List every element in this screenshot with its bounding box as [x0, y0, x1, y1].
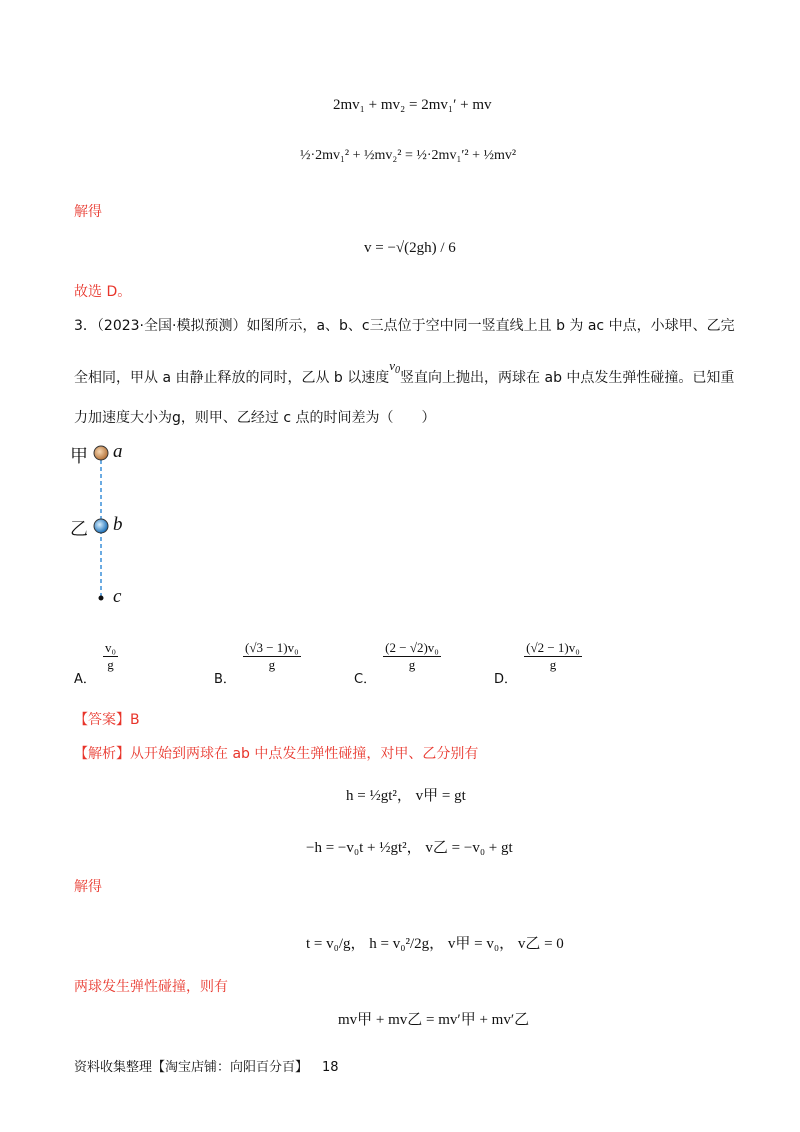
elastic-text: 两球发生弹性碰撞，则有: [74, 979, 228, 995]
option-c-fraction: $\frac{\text{(2 − √2)v₀}}{g}$: [385, 640, 439, 673]
v-result-equation: v = −√(2gh) / 6: [364, 240, 456, 256]
question-source: （2023·全国·模拟预测）: [96, 318, 247, 334]
equation-jia: h = ½gt²， v甲 = gt: [346, 788, 466, 804]
page-number: 18: [322, 1060, 339, 1075]
option-a[interactable]: [74, 640, 120, 688]
label-jia: 甲: [70, 446, 88, 467]
footer-text: 资料收集整理【淘宝店铺：向阳百分百】: [74, 1060, 309, 1075]
question-text-2b: 竖直向上抛出，两球在 ab 中点发生弹性碰撞。已知重: [400, 370, 735, 386]
option-c-label: C．: [354, 672, 377, 688]
analysis-tag: 【解析】: [74, 746, 130, 762]
question-text-1: 如图所示，a、b、c三点位于空中同一竖直线上且 b 为 ac 中点，小球甲、乙完: [246, 318, 735, 334]
option-b-fraction: $\frac{\text{(√3 − 1)v₀}}{g}$: [245, 640, 299, 673]
point-c: [99, 596, 104, 601]
question-line-3: 力加速度大小为g，则甲、乙经过 c 点的时间差为（ ）: [74, 410, 436, 426]
option-d-label: D．: [494, 672, 518, 688]
solve-label-1: 解得: [74, 204, 102, 220]
v0-symbol: $v_0$: [389, 358, 401, 376]
option-a-label: A．: [74, 672, 96, 688]
ball-yi: [94, 519, 108, 533]
footer: [74, 1058, 339, 1078]
energy-equation: ½·2mv₁² + ½mv₂² = ½·2mv₁′² + ½mv²: [300, 148, 517, 163]
choose-text: 故选 D。: [74, 284, 132, 300]
answer: 【答案】B: [74, 712, 140, 728]
solve-label-2: 解得: [74, 879, 102, 895]
options-row: [74, 640, 714, 690]
option-d-fraction: $\frac{\text{(√2 − 1)v₀}}{g}$: [526, 640, 580, 673]
equation-yi: −h = −v₀t + ½gt²， v乙 = −v₀ + gt: [306, 840, 513, 856]
analysis-text: 从开始到两球在 ab 中点发生弹性碰撞，对甲、乙分别有: [130, 746, 479, 762]
option-c[interactable]: [354, 640, 443, 688]
question-text-2a: 全相同，甲从 a 由静止释放的同时，乙从 b 以速度: [74, 370, 390, 386]
solve-values-equation: t = v₀/g， h = v₀²/2g， v甲 = v₀， v乙 = 0: [306, 936, 564, 952]
ball-jia: [94, 446, 108, 460]
option-b[interactable]: [214, 640, 303, 688]
elastic-equation: mv甲 + mv乙 = mv′甲 + mv′乙: [338, 1012, 530, 1028]
analysis-line: [74, 744, 478, 764]
question-number: 3．: [74, 318, 97, 334]
question-line-2: [74, 358, 735, 393]
label-a: a: [113, 441, 123, 462]
label-b: b: [113, 514, 123, 535]
figure: [70, 440, 160, 615]
option-d[interactable]: [494, 640, 584, 688]
momentum-equation: 2mv₁ + mv₂ = 2mv₁′ + mv: [333, 97, 492, 113]
label-c: c: [113, 586, 122, 607]
label-yi: 乙: [70, 519, 88, 540]
option-b-label: B．: [214, 672, 236, 688]
option-a-fraction: $\frac{\text{v₀}}{g}$: [105, 640, 117, 673]
question-line-1: [74, 316, 735, 336]
